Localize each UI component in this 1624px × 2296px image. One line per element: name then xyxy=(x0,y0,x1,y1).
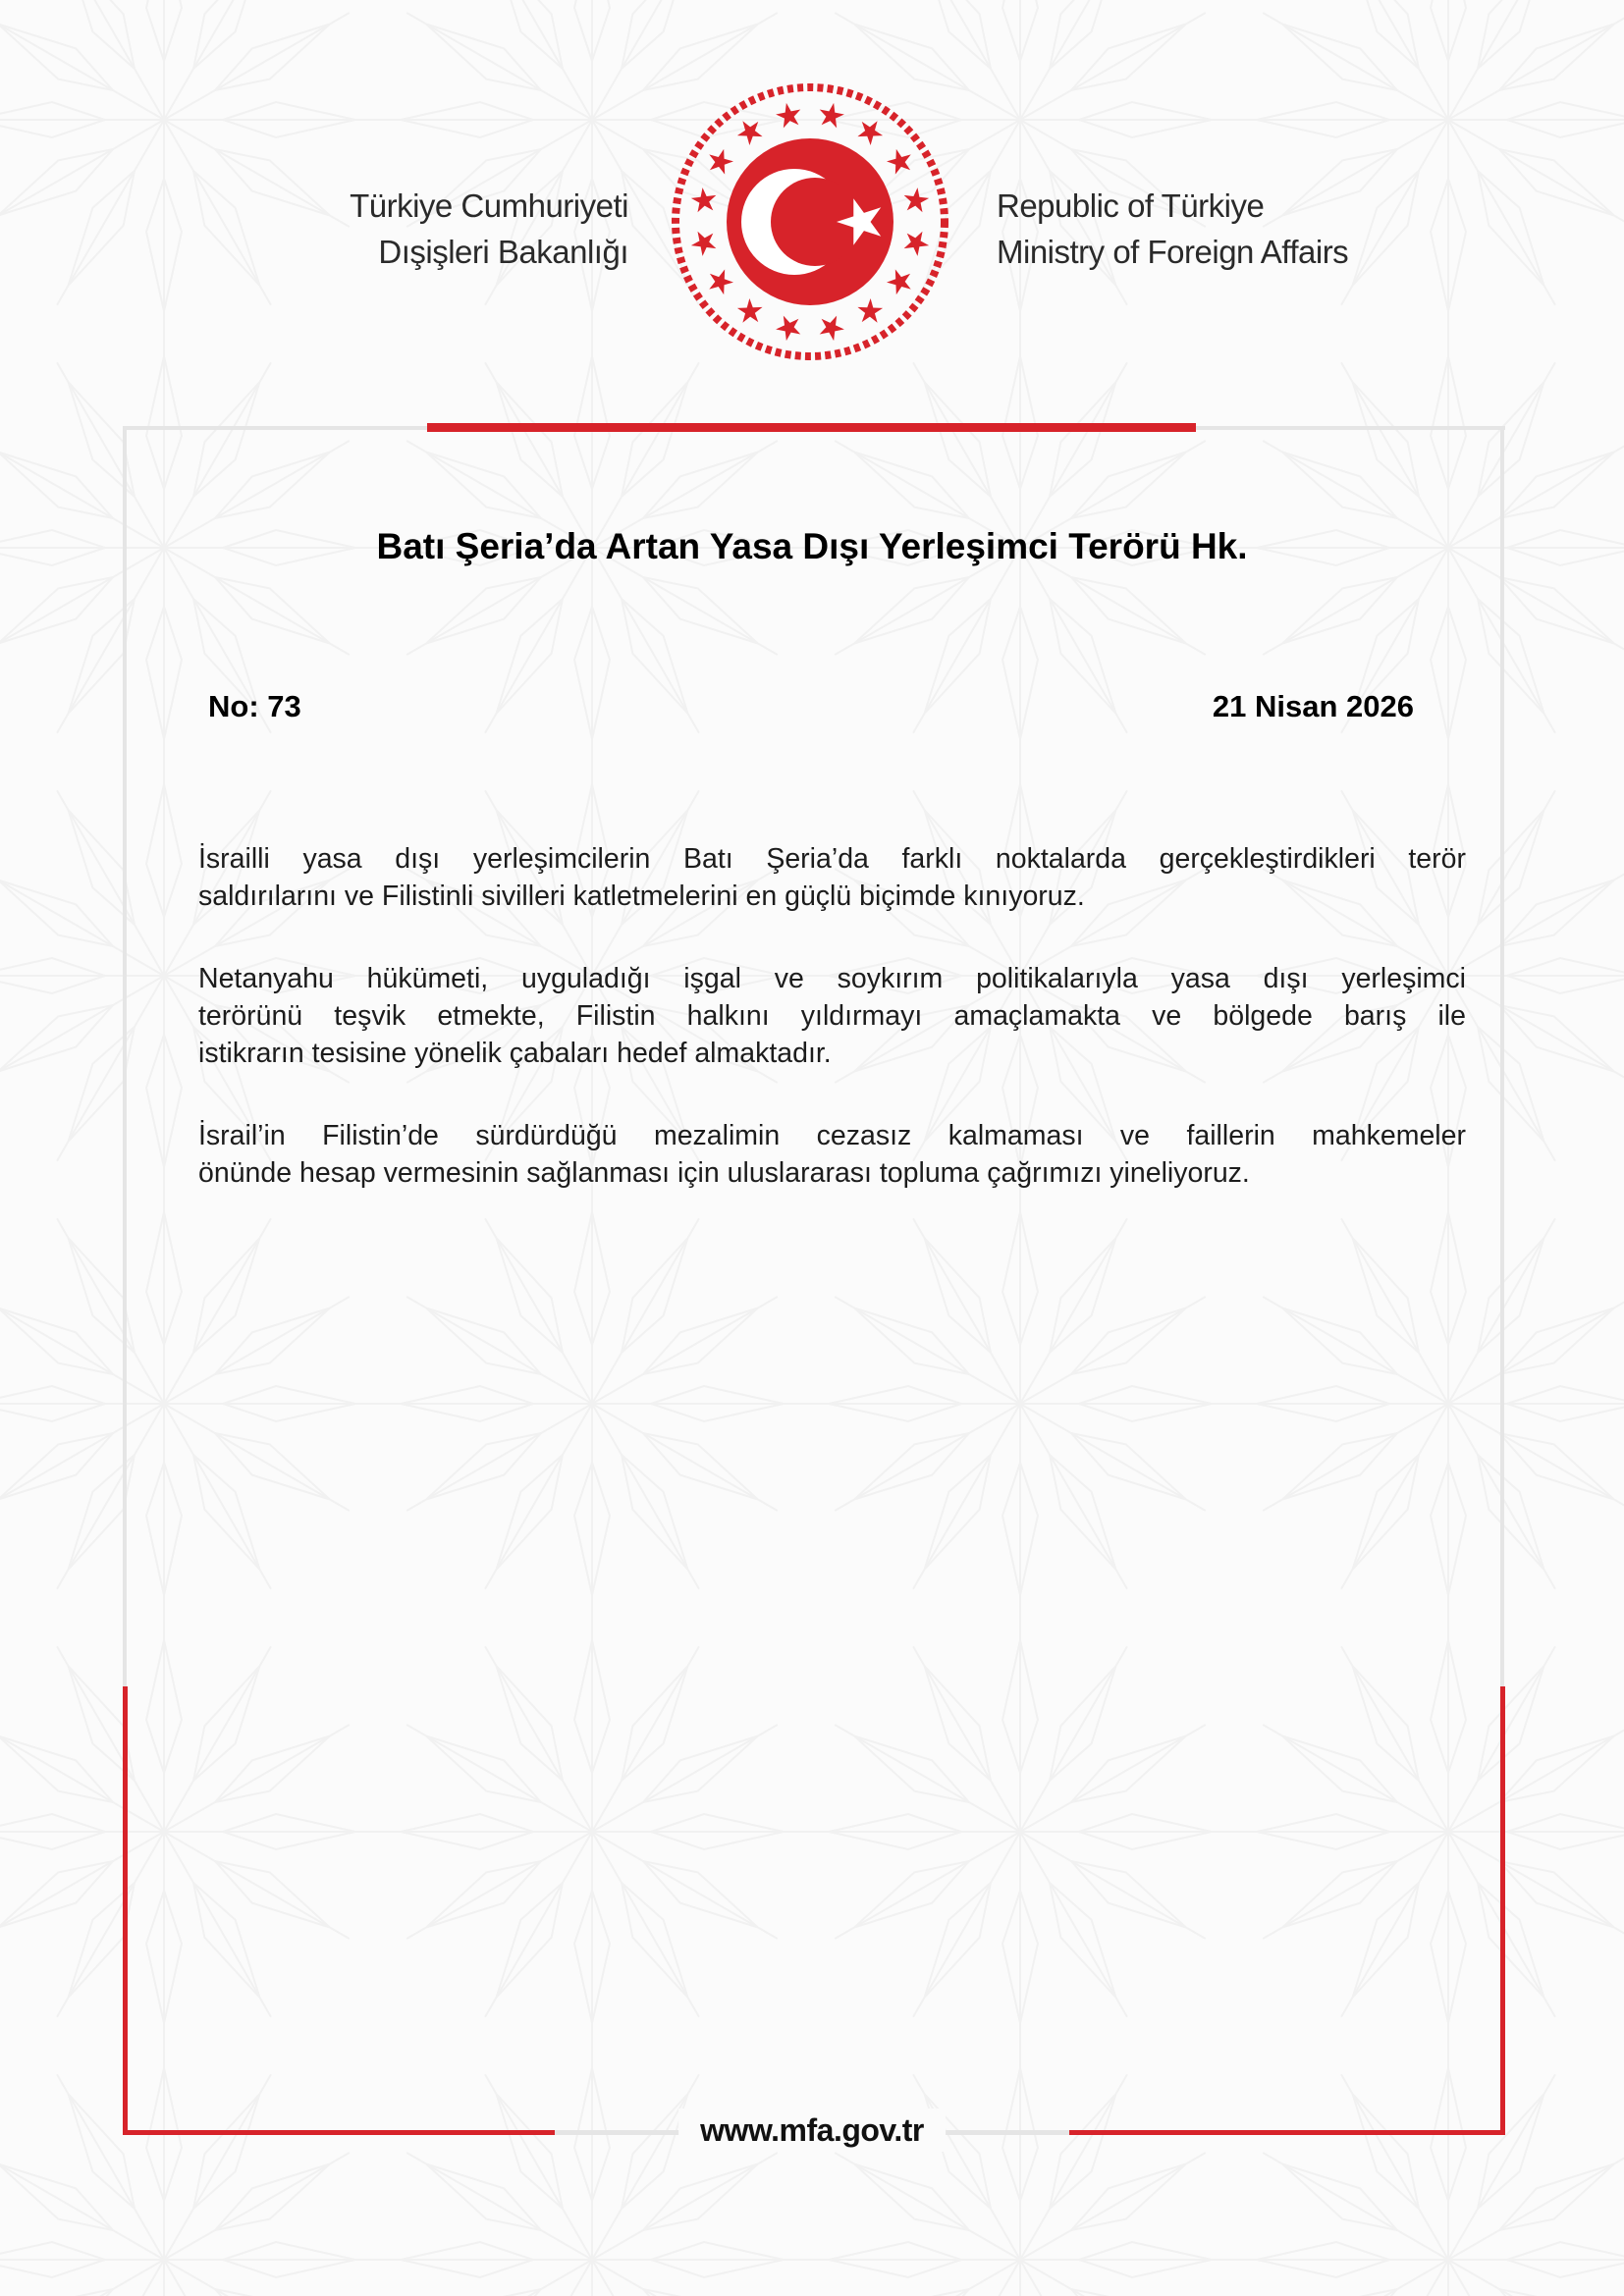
frame-bottom-red-left xyxy=(123,2130,555,2135)
frame-left-line-red xyxy=(123,1686,128,2135)
footer-website-url: www.mfa.gov.tr xyxy=(678,2109,946,2152)
body-paragraphs xyxy=(198,840,1466,1237)
document-date: 21 Nisan 2026 xyxy=(1212,689,1414,723)
document-number: No: 73 xyxy=(208,689,301,723)
top-red-accent-bar xyxy=(427,423,1196,432)
paragraph-line: Netanyahu hükümeti, uyguladığı işgal ve soykırım politikalarıyla yasa dışı yerleşimci xyxy=(198,963,1466,994)
paragraph xyxy=(198,840,1466,915)
page-title: Batı Şeria’da Artan Yasa Dışı Yerleşimci Terörü Hk. xyxy=(376,526,1248,566)
frame-right-line-gray xyxy=(1500,426,1504,1686)
paragraph-line: İsrailli yasa dışı yerleşimcilerin Batı Şeria’da farklı noktalarda gerçekleştirdikleri terör xyxy=(198,843,1466,875)
org-name-turkish xyxy=(0,183,628,275)
org-name-en-line1: Republic of Türkiye xyxy=(997,187,1265,224)
paragraph-line: terörünü teşvik etmekte, Filistin halkını yıldırmayı amaçlamakta ve bölgede barış ile xyxy=(198,1000,1466,1032)
org-name-tr-line1: Türkiye Cumhuriyeti xyxy=(350,187,628,224)
frame-right-line-red xyxy=(1500,1686,1505,2135)
document-meta-row xyxy=(198,689,1466,724)
paragraph-line: istikrarın tesisine yönelik çabaları hedef almaktadır. xyxy=(198,1038,832,1069)
paragraph-line: saldırılarını ve Filistinli sivilleri katletmelerini en güçlü biçimde kınıyoruz. xyxy=(198,881,1085,912)
paragraph xyxy=(198,1117,1466,1192)
frame-bottom-red-right xyxy=(1069,2130,1505,2135)
org-name-en-line2: Ministry of Foreign Affairs xyxy=(997,234,1349,270)
paragraph xyxy=(198,960,1466,1072)
frame-left-line-gray xyxy=(123,426,127,1686)
paragraph-line: İsrail’in Filistin’de sürdürdüğü mezalimin cezasız kalmaması ve faillerin mahkemeler xyxy=(198,1120,1466,1151)
org-name-tr-line2: Dışişleri Bakanlığı xyxy=(378,234,628,270)
org-name-english xyxy=(997,183,1507,275)
paragraph-line: önünde hesap vermesinin sağlanması için uluslararası topluma çağrımızı yineliyoruz. xyxy=(198,1157,1250,1189)
mfa-emblem-icon xyxy=(671,82,949,361)
